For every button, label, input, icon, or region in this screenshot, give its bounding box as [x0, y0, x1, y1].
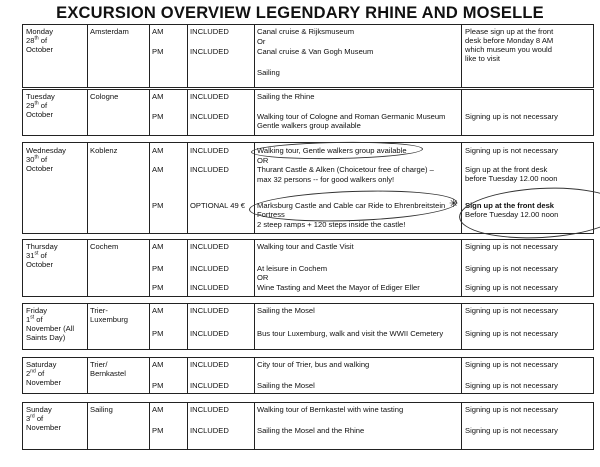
location: Cochem [90, 242, 119, 251]
signup-note: Signing up is not necessary [465, 242, 558, 251]
day-date: 28th of [26, 35, 48, 45]
description: Sailing the Rhine [257, 92, 315, 101]
time: PM [152, 201, 164, 210]
day-date: 29th of [26, 100, 48, 110]
day-name: Tuesday [26, 92, 55, 101]
day-month: October [26, 260, 54, 269]
day-date: 30th of [26, 154, 48, 164]
day-date: 1st of [26, 314, 43, 324]
description: Or [257, 37, 266, 46]
description: Canal cruise & Van Gogh Museum [257, 47, 374, 56]
handdrawn-oval-marksburg [249, 187, 458, 224]
time: AM [152, 242, 164, 251]
handdrawn-oval-walking [251, 141, 423, 161]
time: PM [152, 426, 164, 435]
time: AM [152, 27, 164, 36]
time: AM [152, 405, 164, 414]
location: Sailing [90, 405, 113, 414]
description: Walking tour and Castle Visit [257, 242, 354, 251]
time: AM [152, 306, 164, 315]
day-month: October [26, 45, 54, 54]
signup-note: Please sign up at the front [465, 27, 554, 36]
signup-note: Signing up is not necessary [465, 264, 558, 273]
description: Canal cruise & Rijksmuseum [257, 27, 355, 36]
day-month: October [26, 164, 54, 173]
asterisk-mark-icon: ✳ [449, 198, 459, 210]
day-name: Wednesday [26, 146, 66, 155]
description: Gentle walkers group available [257, 121, 361, 130]
day-name: Thursday [26, 242, 58, 251]
status: INCLUDED [190, 47, 229, 56]
location: Bernkastel [90, 369, 126, 378]
description: City tour of Trier, bus and walking [257, 360, 370, 369]
day-name: Sunday [26, 405, 52, 414]
description: Thurant Castle & Alken (Choicetour free of charge) – [257, 165, 434, 174]
signup-note: Signing up is not necessary [465, 360, 558, 369]
time: PM [152, 283, 164, 292]
location: Luxemburg [90, 315, 128, 324]
day-block-tuesday [22, 89, 594, 136]
day-name: Monday [26, 27, 54, 36]
status: INCLUDED [190, 92, 229, 101]
location: Koblenz [90, 146, 118, 155]
description: At leisure in Cochem [257, 264, 328, 273]
time: AM [152, 146, 164, 155]
status: INCLUDED [190, 264, 229, 273]
day-date: 3rd of [26, 413, 44, 423]
description: Walking tour of Bernkastel with wine tasting [257, 405, 404, 414]
time: PM [152, 47, 164, 56]
location: Cologne [90, 92, 119, 101]
signup-note: Signing up is not necessary [465, 329, 558, 338]
status: INCLUDED [190, 112, 229, 121]
status: INCLUDED [190, 306, 229, 315]
day-month: November (All [26, 324, 75, 333]
time: PM [152, 264, 164, 273]
description: Sailing the Mosel and the Rhine [257, 426, 365, 435]
day-block-friday [22, 303, 594, 350]
signup-note: Signing up is not necessary [465, 426, 558, 435]
handdrawn-oval-signup [458, 184, 600, 243]
description: max 32 persons -- for good walkers only! [257, 175, 395, 184]
time: AM [152, 360, 164, 369]
signup-note: Signing up is not necessary [465, 381, 558, 390]
description: Sailing the Mosel [257, 306, 315, 315]
status: OPTIONAL 49 € [190, 201, 246, 210]
status: INCLUDED [190, 27, 229, 36]
day-month: November [26, 423, 62, 432]
description: Walking tour of Cologne and Roman Germanic Museum [257, 112, 446, 121]
signup-note: Sign up at the front desk [465, 165, 548, 174]
day-holiday: Saints Day) [26, 333, 66, 342]
page-title: EXCURSION OVERVIEW LEGENDARY RHINE AND MOSELLE [56, 4, 544, 22]
description: Bus tour Luxemburg, walk and visit the WWII Cemetery [257, 329, 444, 338]
status: INCLUDED [190, 405, 229, 414]
description: Fortress [257, 210, 285, 219]
signup-note: Signing up is not necessary [465, 405, 558, 414]
description: OR [257, 273, 269, 282]
signup-note: Signing up is not necessary [465, 306, 558, 315]
signup-note: which museum you would [465, 45, 552, 54]
status: INCLUDED [190, 146, 229, 155]
status: INCLUDED [190, 242, 229, 251]
day-name: Saturday [26, 360, 57, 369]
day-name: Friday [26, 306, 48, 315]
description: OR [257, 156, 269, 165]
day-block-thursday [22, 239, 594, 297]
description: Marksburg Castle and Cable car Ride to Ehrenbreitstein [257, 201, 446, 210]
description: 2 steep ramps + 120 steps inside the castle! [257, 220, 406, 229]
signup-note: before Tuesday 12.00 noon [465, 174, 558, 183]
status: INCLUDED [190, 381, 229, 390]
signup-note: Signing up is not necessary [465, 112, 558, 121]
day-date: 2nd of [26, 368, 45, 378]
description: Sailing [257, 68, 280, 77]
day-block-sunday [22, 402, 594, 450]
location: Amsterdam [90, 27, 129, 36]
time: AM [152, 165, 164, 174]
time: AM [152, 92, 164, 101]
description: Sailing the Mosel [257, 381, 315, 390]
status: INCLUDED [190, 360, 229, 369]
location: Trier/ [90, 360, 108, 369]
description: Wine Tasting and Meet the Mayor of Ediger Eller [257, 283, 420, 292]
signup-note: Signing up is not necessary [465, 146, 558, 155]
day-month: October [26, 110, 54, 119]
status: INCLUDED [190, 165, 229, 174]
day-block-wednesday [22, 142, 594, 234]
signup-note: Sign up at the front desk [465, 201, 555, 210]
location: Trier- [90, 306, 108, 315]
description: Walking tour, Gentle walkers group available [257, 146, 407, 155]
day-date: 31st of [26, 250, 47, 260]
signup-note: desk before Monday 8 AM [465, 36, 554, 45]
time: PM [152, 329, 164, 338]
signup-note: like to visit [465, 54, 501, 63]
day-block-saturday [22, 357, 594, 394]
status: INCLUDED [190, 283, 229, 292]
day-month: November [26, 378, 62, 387]
time: PM [152, 381, 164, 390]
status: INCLUDED [190, 329, 229, 338]
signup-note: Before Tuesday 12.00 noon [465, 210, 559, 219]
status: INCLUDED [190, 426, 229, 435]
signup-note: Signing up is not necessary [465, 283, 558, 292]
day-block-monday [22, 24, 594, 88]
time: PM [152, 112, 164, 121]
